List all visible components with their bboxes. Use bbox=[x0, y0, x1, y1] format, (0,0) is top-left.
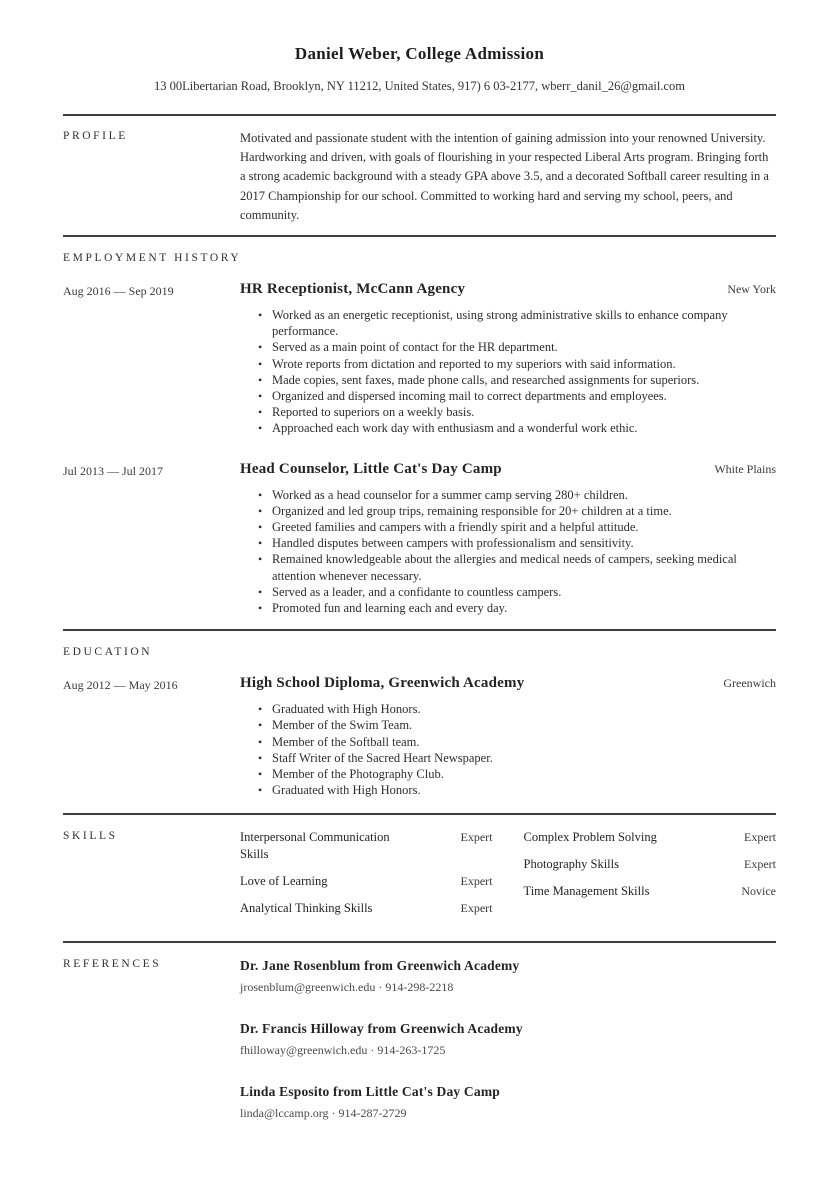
skills-column-right bbox=[524, 829, 777, 927]
skill-item bbox=[524, 829, 777, 846]
contact-line: 13 00Libertarian Road, Brooklyn, NY 11212, United States, 917) 6 03-2177, wberr_danil_26@gmail.com bbox=[154, 79, 685, 93]
job-bullet: • Handled disputes between campers with professionalism and sensitivity. bbox=[258, 535, 776, 551]
job-bullet: • Served as a main point of contact for the HR department. bbox=[258, 339, 776, 355]
skill-name: Photography Skills bbox=[523, 857, 619, 872]
skill-name: Time Management Skills bbox=[523, 884, 650, 899]
job-bullet: • Approached each work day with enthusiasm and a wonderful work ethic. bbox=[258, 420, 776, 436]
skill-level: Expert bbox=[744, 830, 776, 845]
job-bullet: • Worked as a head counselor for a summer camp serving 280+ children. bbox=[258, 487, 776, 503]
job-dates: Aug 2016 — Sep 2019 bbox=[63, 284, 174, 299]
employment-entry bbox=[63, 459, 776, 617]
skills-section bbox=[63, 815, 776, 941]
resume-header bbox=[63, 0, 776, 114]
education-bullet: • Member of the Softball team. bbox=[258, 734, 776, 750]
education-label: EDUCATION bbox=[63, 646, 153, 659]
education-bullet: • Member of the Swim Team. bbox=[258, 717, 776, 733]
job-title: Head Counselor, Little Cat's Day Camp bbox=[240, 460, 502, 477]
skill-item bbox=[240, 873, 493, 890]
job-location: New York bbox=[727, 282, 776, 297]
skill-level: Expert bbox=[460, 830, 493, 845]
job-bullet: • Remained knowledgeable about the allergies and medical needs of campers, seeking medical attention whenever necessary. bbox=[258, 551, 776, 583]
skills-column-left bbox=[240, 829, 493, 927]
candidate-name: Daniel Weber, College Admission bbox=[294, 44, 545, 63]
reference-item bbox=[240, 1083, 776, 1121]
education-bullet: • Member of the Photography Club. bbox=[258, 766, 776, 782]
reference-name: Dr. Francis Hilloway from Greenwich Academy bbox=[240, 1021, 523, 1037]
job-bullet: • Organized and dispersed incoming mail to correct departments and employees. bbox=[258, 388, 776, 404]
employment-label: EMPLOYMENT HISTORY bbox=[63, 252, 242, 265]
education-bullet: • Graduated with High Honors. bbox=[258, 701, 776, 717]
skills-label: SKILLS bbox=[63, 830, 118, 843]
skill-name: Love of Learning bbox=[240, 874, 328, 889]
employment-entry bbox=[63, 279, 776, 437]
skill-name: Complex Problem Solving bbox=[523, 830, 657, 845]
education-dates: Aug 2012 — May 2016 bbox=[63, 678, 178, 693]
job-dates: Jul 2013 — Jul 2017 bbox=[63, 463, 164, 478]
skill-name: Interpersonal Communication Skills bbox=[240, 830, 390, 862]
skill-level: Expert bbox=[460, 901, 493, 916]
skill-level: Expert bbox=[744, 857, 776, 872]
skill-level: Novice bbox=[741, 884, 776, 899]
job-bullet: • Wrote reports from dictation and reported to my superiors with said information. bbox=[258, 356, 776, 372]
job-title: HR Receptionist, McCann Agency bbox=[240, 281, 466, 298]
reference-name: Linda Esposito from Little Cat's Day Camp bbox=[240, 1084, 500, 1100]
job-bullet: • Worked as an energetic receptionist, using strong administrative skills to enhance company performance. bbox=[258, 307, 776, 339]
job-bullet-list bbox=[240, 307, 776, 437]
reference-contact: linda@lccamp.org · 914-287-2729 bbox=[240, 1106, 407, 1121]
job-bullet-list bbox=[240, 487, 776, 617]
education-bullet: • Staff Writer of the Sacred Heart Newspaper. bbox=[258, 750, 776, 766]
skill-name: Analytical Thinking Skills bbox=[240, 901, 373, 916]
profile-text: Motivated and passionate student with the intention of gaining admission into your renowned University. Hardworking and driven, with goals of flourishing in your respected Liberal Arts program. Bringing forth a strong academic background with a steady GPA above 3.5, and a decorated Softball career resulting in a 2017 Championship for our school. Committed to working hard and serving my school, peers, and community. bbox=[240, 131, 769, 222]
skill-item bbox=[240, 900, 493, 917]
job-bullet: • Served as a leader, and a confidante to countless campers. bbox=[258, 584, 776, 600]
job-bullet: • Organized and led group trips, remaining responsible for 20+ children at a time. bbox=[258, 503, 776, 519]
job-bullet: • Reported to superiors on a weekly basis. bbox=[258, 404, 776, 420]
education-bullet-list bbox=[240, 701, 776, 798]
job-bullet: • Made copies, sent faxes, made phone calls, and researched assignments for superiors. bbox=[258, 372, 776, 388]
education-location: Greenwich bbox=[723, 676, 776, 691]
profile-section bbox=[63, 116, 776, 235]
skill-item bbox=[240, 829, 493, 863]
reference-item bbox=[240, 957, 776, 995]
reference-contact: fhilloway@greenwich.edu · 914-263-1725 bbox=[240, 1043, 446, 1058]
education-bullet: • Graduated with High Honors. bbox=[258, 782, 776, 798]
employment-section bbox=[63, 237, 776, 629]
education-section bbox=[63, 631, 776, 813]
skill-level: Expert bbox=[460, 874, 493, 889]
education-entry bbox=[63, 673, 776, 798]
skill-item bbox=[524, 883, 777, 900]
reference-name: Dr. Jane Rosenblum from Greenwich Academy bbox=[240, 958, 520, 974]
job-location: White Plains bbox=[714, 461, 776, 476]
skill-item bbox=[524, 856, 777, 873]
job-bullet: • Promoted fun and learning each and every day. bbox=[258, 600, 776, 616]
references-section bbox=[63, 943, 776, 1146]
job-bullet: • Greeted families and campers with a friendly spirit and a helpful attitude. bbox=[258, 519, 776, 535]
profile-label: PROFILE bbox=[63, 130, 128, 142]
reference-item bbox=[240, 1020, 776, 1058]
reference-contact: jrosenblum@greenwich.edu · 914-298-2218 bbox=[240, 980, 454, 995]
references-label: REFERENCES bbox=[63, 958, 162, 971]
education-title: High School Diploma, Greenwich Academy bbox=[240, 675, 525, 692]
